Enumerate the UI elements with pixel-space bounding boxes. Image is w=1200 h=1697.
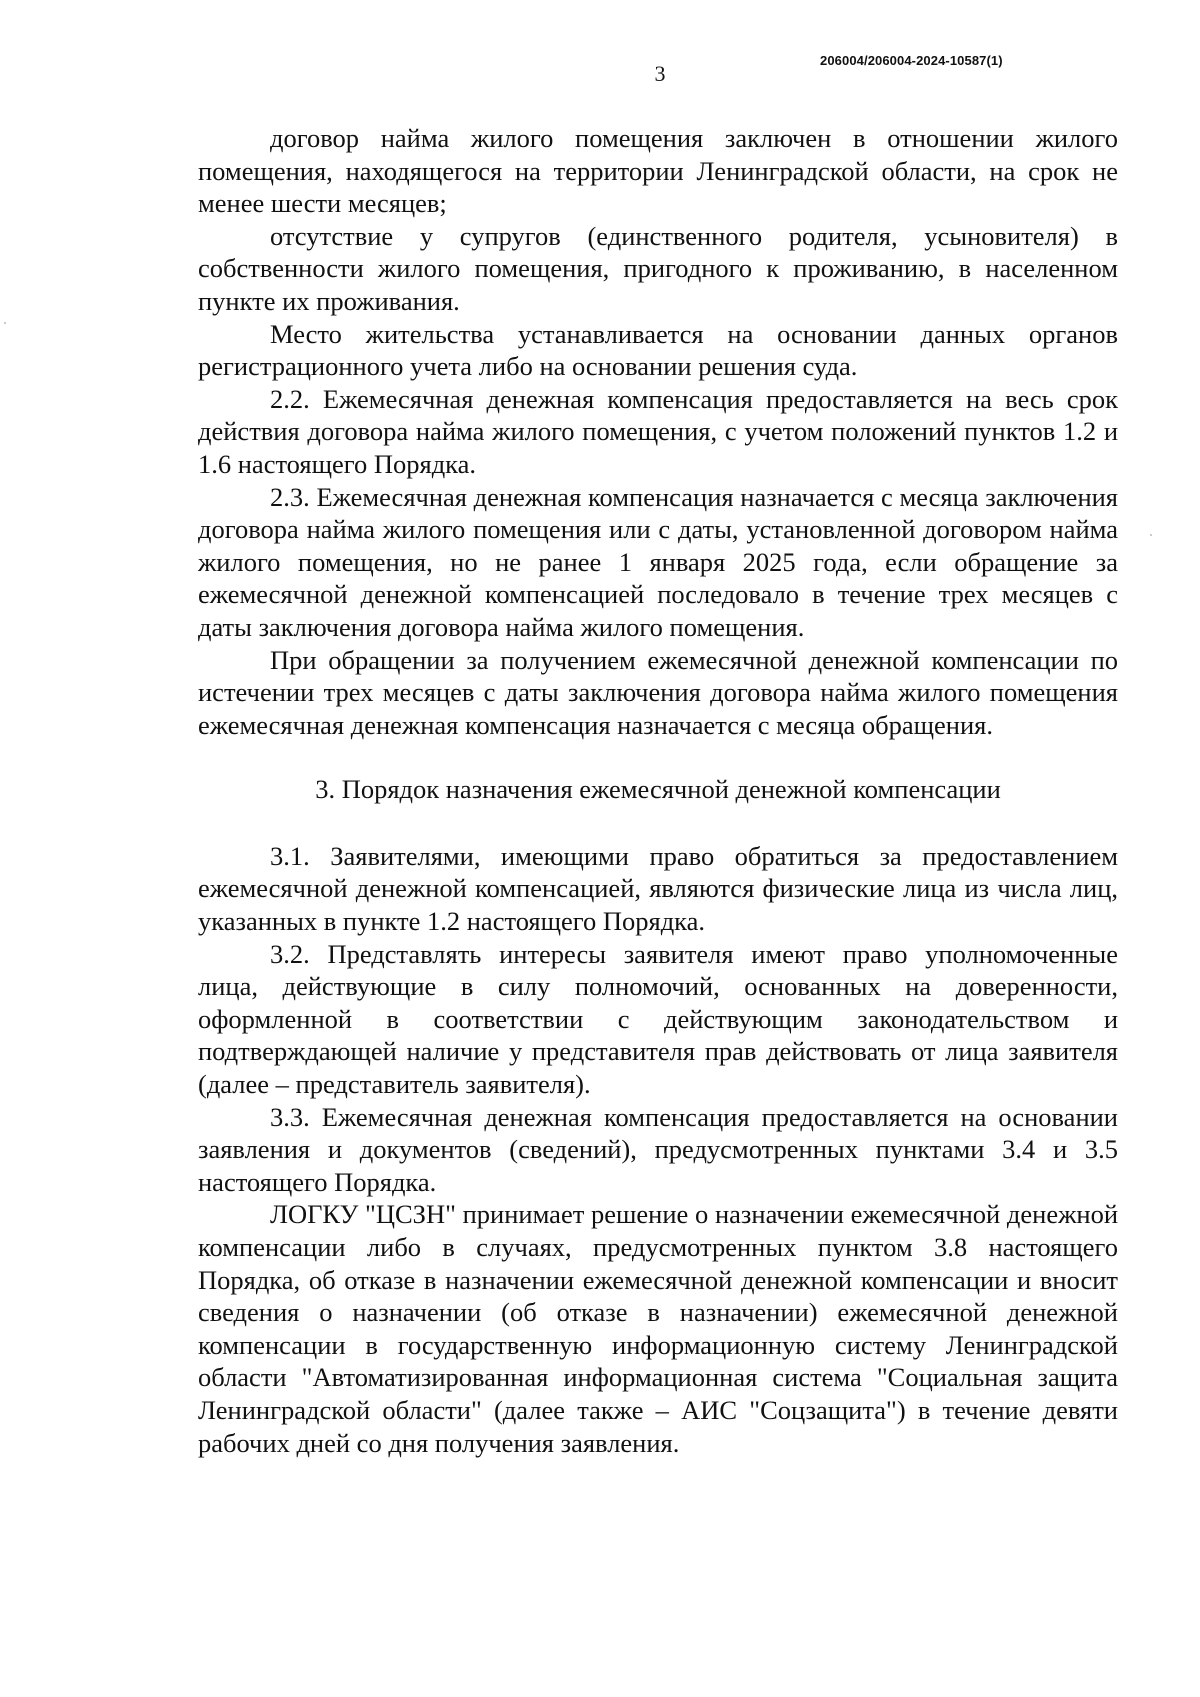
paragraph: ЛОГКУ "ЦСЗН" принимает решение о назначении ежемесячной денежной компенсации либо в случаях, предусмотренных пунктом 3.8 настоящего Порядка, об отказе в назначении ежемесячной денежной компенсации и вносит сведения о назначении (об отказе в назначении) ежемесячной денежной компенсации в государственную информационную систему Ленинградской области "Автоматизированная информационная система "Социальная защита Ленинградской области" (далее также – АИС "Соцзащита") в течение девяти рабочих дней со дня получения заявления. <box>198 1199 1118 1458</box>
paragraph: договор найма жилого помещения заключен в отношении жилого помещения, находящегося на территории Ленинградской области, на срок не менее шести месяцев; <box>198 123 1118 219</box>
page-number: 3 <box>654 61 666 86</box>
scan-speck <box>1150 534 1152 536</box>
paragraph: 3.3. Ежемесячная денежная компенсация предоставляется на основании заявления и документов (сведений), предусмотренных пунктами 3.4 и 3.5 настоящего Порядка. <box>198 1101 1118 1197</box>
paragraph: При обращении за получением ежемесячной денежной компенсации по истечении трех месяцев с даты заключения договора найма жилого помещения ежемесячная денежная компенсация назначается с месяца обращения. <box>198 644 1118 740</box>
paragraph: 2.3. Ежемесячная денежная компенсация назначается с месяца заключения договора найма жилого помещения или с даты, установленной договором найма жилого помещения, но не ранее 1 января 2025 года, если обращение за ежемесячной денежной компенсацией последовало в течение трех месяцев с даты заключения договора найма жилого помещения. <box>198 481 1118 642</box>
paragraph: Место жительства устанавливается на основании данных органов регистрационного учета либо на основании решения суда. <box>198 318 1118 382</box>
paragraph: отсутствие у супругов (единственного родителя, усыновителя) в собственности жилого помещения, пригодного к проживанию, в населенном пункте их проживания. <box>198 220 1118 316</box>
paragraph: 3.2. Представлять интересы заявителя имеют право уполномоченные лица, действующие в силу полномочий, основанных на доверенности, оформленной в соответствии с действующим законодательством и подтверждающей наличие у представителя прав действовать от лица заявителя (далее – представитель заявителя). <box>198 938 1118 1100</box>
document-body <box>198 122 1118 1459</box>
paragraph: 3.1. Заявителями, имеющими право обратиться за предоставлением ежемесячной денежной компенсацией, являются физические лица из числа лиц, указанных в пункте 1.2 настоящего Порядка. <box>198 840 1118 937</box>
document-id: 206004/206004-2024-10587(1) <box>820 53 1003 68</box>
scan-speck <box>4 322 6 324</box>
paragraph: 2.2. Ежемесячная денежная компенсация предоставляется на весь срок действия договора найма жилого помещения, с учетом положений пунктов 1.2 и 1.6 настоящего Порядка. <box>198 383 1118 479</box>
section-heading: 3. Порядок назначения ежемесячной денежной компенсации <box>315 774 1001 805</box>
